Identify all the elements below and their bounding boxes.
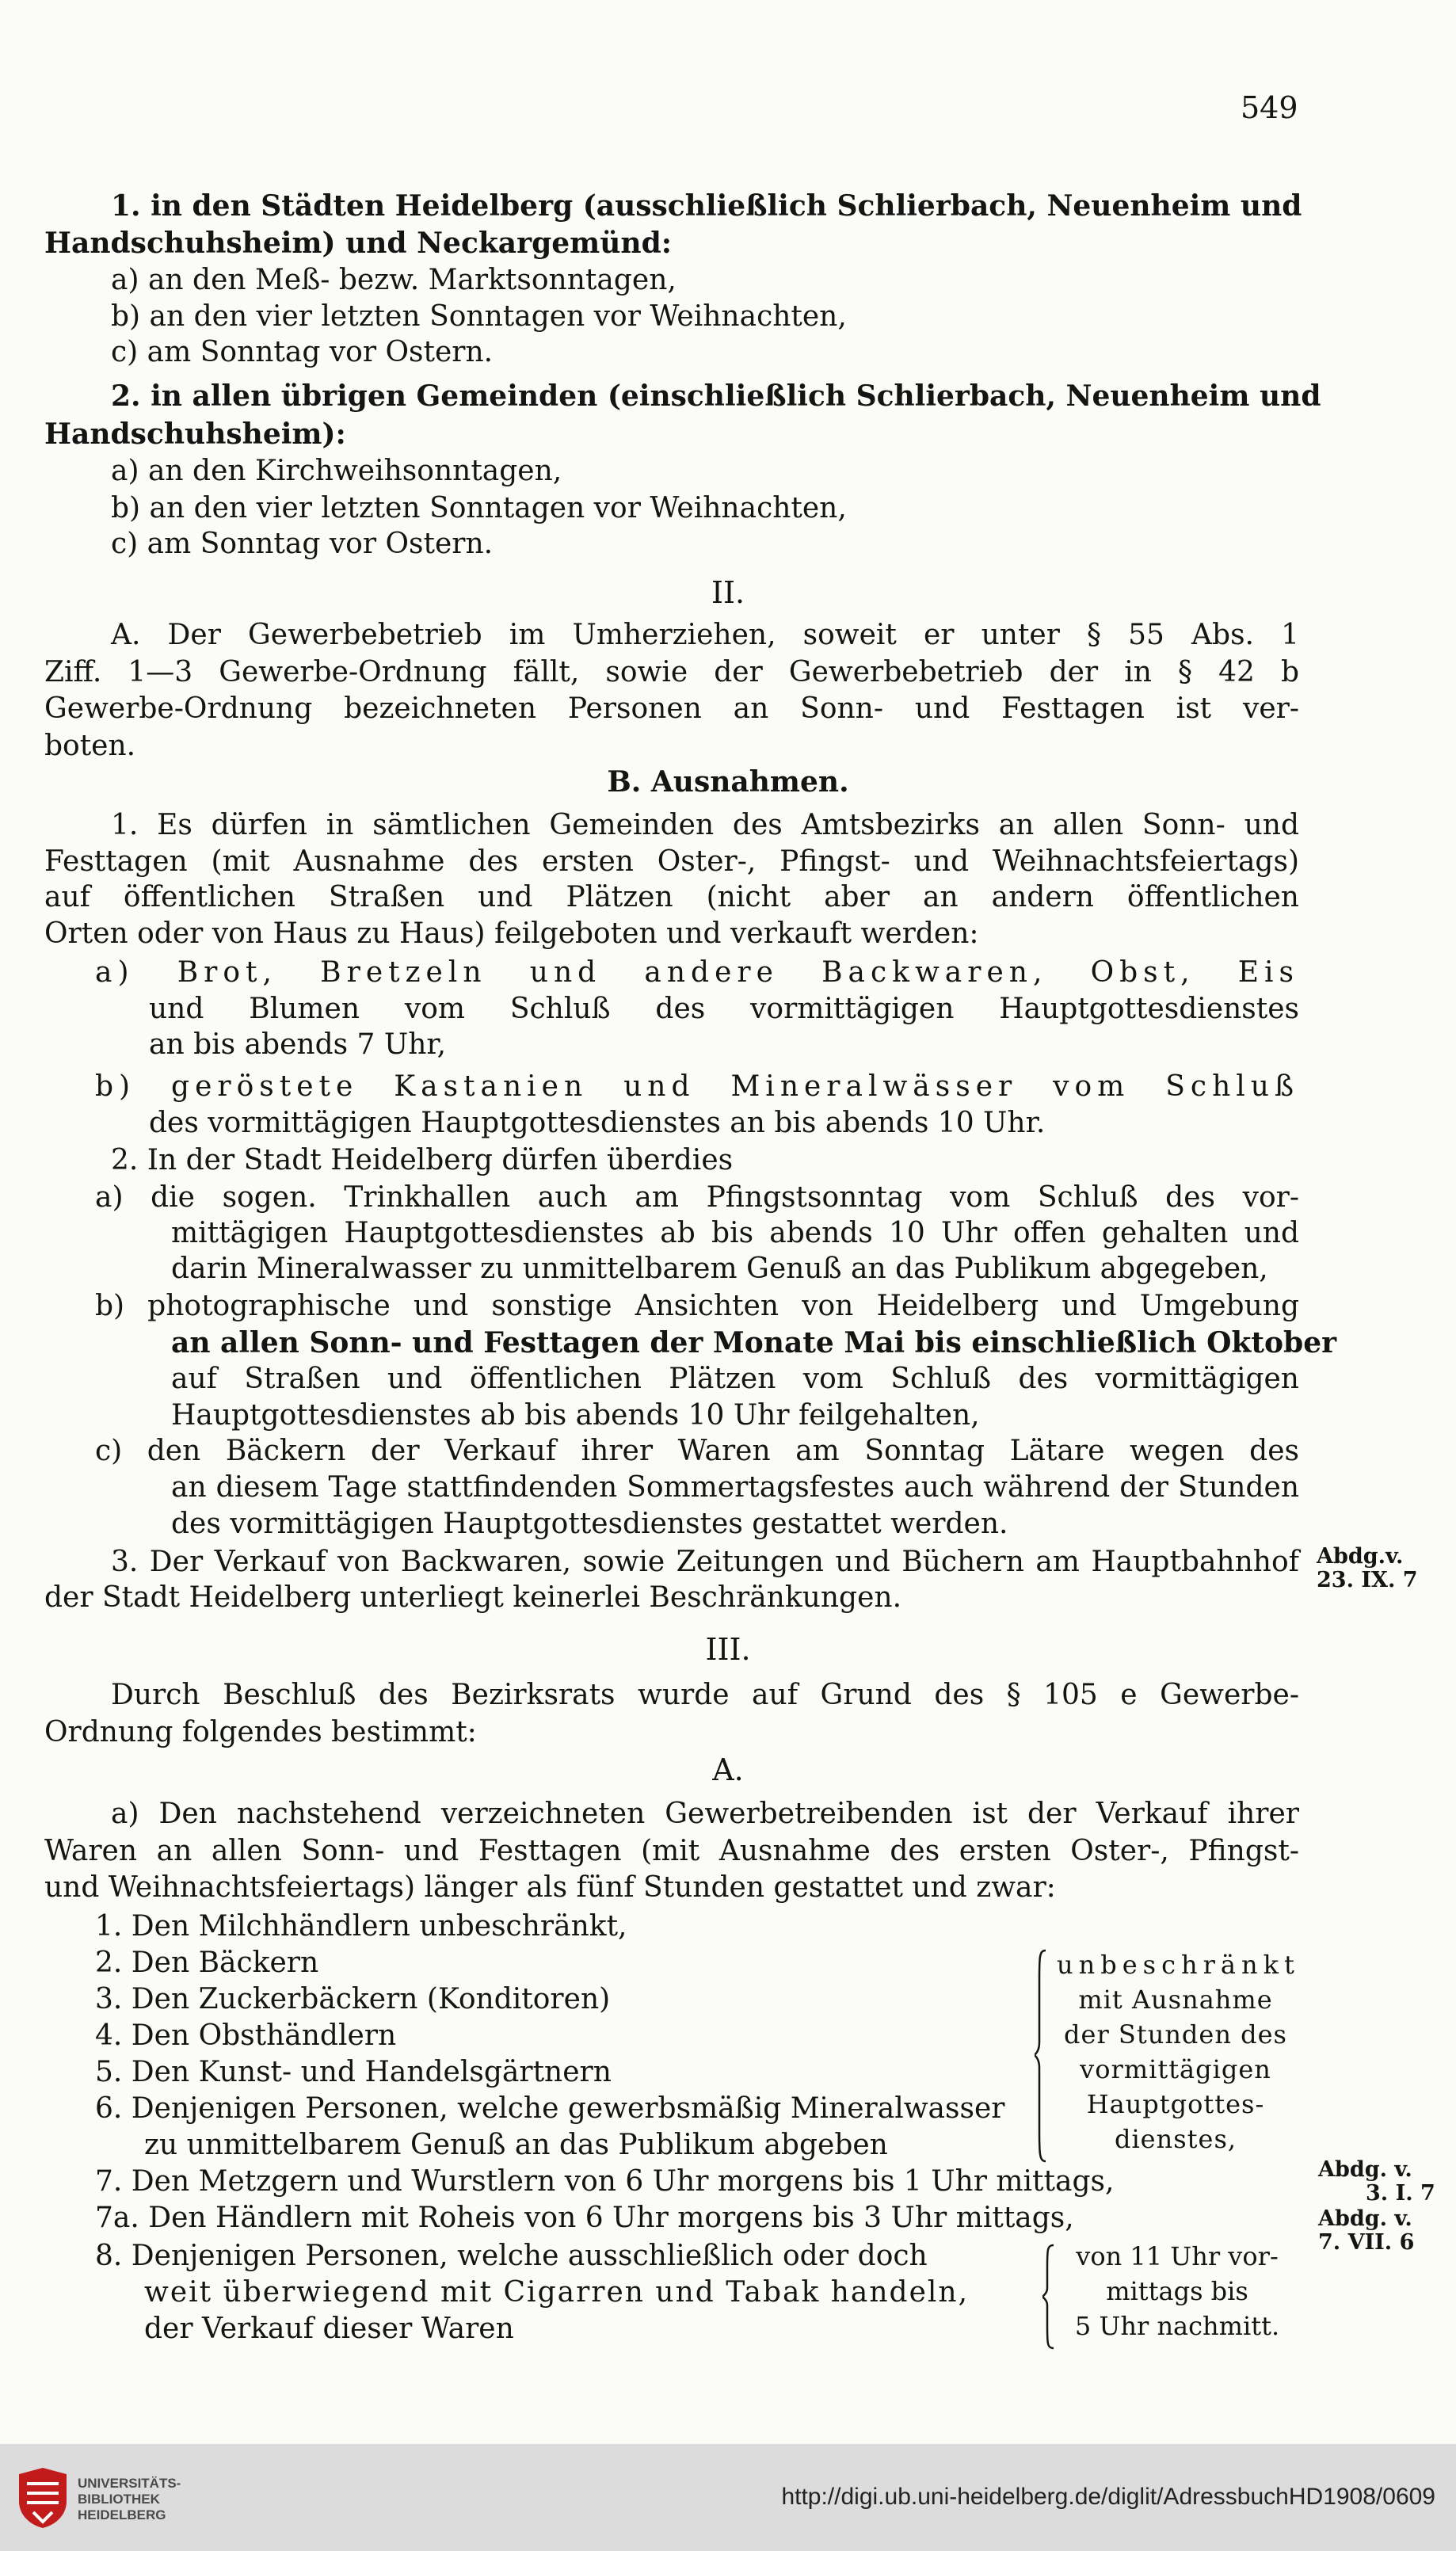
- list-item-line: Hauptgottesdienstes ab bis abends 10 Uhr feilgehalten,: [171, 1399, 980, 1432]
- brace-text-line: dienstes,: [1114, 2124, 1237, 2154]
- list-item: a) an den Kirchweihsonntagen,: [111, 455, 562, 487]
- margin-note-line: Abdg. v.: [1318, 2157, 1412, 2182]
- list-item: 7a. Den Händlern mit Roheis von 6 Uhr morgens bis 3 Uhr mittags,: [95, 2202, 1074, 2234]
- paragraph-line: Waren an allen Sonn- und Festtagen (mit Ausnahme des ersten Oster-, Pfingst-: [44, 1835, 1299, 1867]
- list-item-line: und Blumen vom Schluß des vormittägigen Hauptgottesdienstes: [149, 993, 1299, 1025]
- list-item: 2. Den Bäckern: [95, 1947, 319, 1979]
- brace-text-line: 5 Uhr nachmitt.: [1074, 2311, 1280, 2341]
- margin-note-line: 3. I. 7: [1366, 2181, 1435, 2206]
- paragraph-line: a) Den nachstehend verzeichneten Gewerbetreibenden ist der Verkauf ihrer: [111, 1798, 1299, 1830]
- paragraph-line: Orten oder von Haus zu Haus) feilgeboten und verkauft werden:: [44, 917, 979, 950]
- margin-note-line: Abdg. v.: [1318, 2206, 1412, 2231]
- list-item-line: darin Mineralwasser zu unmittelbarem Genuß an das Publikum abgegeben,: [171, 1253, 1268, 1285]
- list-item-line: an allen Sonn- und Festtagen der Monate Mai bis einschließlich Oktober: [171, 1326, 1337, 1359]
- list-item: b) an den vier letzten Sonntagen vor Weihnachten,: [111, 492, 847, 524]
- paragraph-line: und Weihnachtsfeiertags) länger als fünf Stunden gestattet und zwar:: [44, 1871, 1056, 1904]
- brace-text-line: unbeschränkt: [1057, 1950, 1300, 1980]
- university-library-logo-icon: [16, 2466, 70, 2530]
- list-item: a) an den Meß- bezw. Marktsonntagen,: [111, 264, 677, 296]
- list-item: 4. Den Obsthändlern: [95, 2019, 397, 2052]
- paragraph-line: der Stadt Heidelberg unterliegt keinerlei Beschränkungen.: [44, 1581, 902, 1614]
- list-item: 8. Denjenigen Personen, welche ausschließlich oder doch: [95, 2240, 928, 2272]
- list-item: a) die sogen. Trinkhallen auch am Pfingstsonntag vom Schluß des vor-: [95, 1181, 1299, 1214]
- list-item-line: an bis abends 7 Uhr,: [149, 1028, 447, 1061]
- brace-text-line: vormittägigen: [1080, 2054, 1271, 2084]
- brace-line: [1035, 1949, 1050, 2163]
- brace-text-line: von 11 Uhr vor-: [1076, 2241, 1279, 2271]
- paragraph-line: Festtagen (mit Ausnahme des ersten Oster-, Pfingst- und Weihnachtsfeiertags): [44, 845, 1299, 878]
- paragraph-line: auf öffentlichen Straßen und Plätzen (nicht aber an andern öffentlichen: [44, 881, 1299, 913]
- list-item-line: weit überwiegend mit Cigarren und Tabak handeln,: [144, 2276, 970, 2309]
- library-name-line: HEIDELBERG: [78, 2507, 166, 2522]
- list-item: 3. Den Zuckerbäckern (Konditoren): [95, 1983, 611, 2015]
- margin-note: [1318, 2158, 1435, 2206]
- list-item: c) am Sonntag vor Ostern.: [111, 528, 494, 560]
- list-item: 6. Denjenigen Personen, welche gewerbsmäßig Mineralwasser: [95, 2092, 1005, 2125]
- section-heading: III.: [705, 1632, 751, 1667]
- list-item: 5. Den Kunst- und Handelsgärtnern: [95, 2056, 612, 2088]
- paragraph-line: boten.: [44, 730, 136, 762]
- brace-text-line: der Stunden des: [1064, 2019, 1287, 2050]
- source-url[interactable]: http://digi.ub.uni-heidelberg.de/diglit/AdressbuchHD1908/0609: [781, 2484, 1435, 2510]
- paragraph-line: Handschuhsheim) und Neckargemünd:: [44, 227, 673, 260]
- list-item-line: der Verkauf dieser Waren: [144, 2313, 514, 2345]
- brace-text-line: mit Ausnahme: [1078, 1985, 1273, 2015]
- subsection-heading: A.: [712, 1752, 744, 1787]
- brace-text: [1057, 1947, 1300, 2156]
- list-item-line: an diesem Tage stattfindenden Sommertagsfestes auch während der Stunden: [171, 1471, 1299, 1504]
- section-heading: II.: [711, 575, 745, 610]
- brace-text: [1058, 2239, 1296, 2343]
- margin-note: [1318, 2207, 1414, 2255]
- paragraph-line: 1. in den Städten Heidelberg (ausschließlich Schlierbach, Neuenheim und: [111, 189, 1302, 223]
- list-item-line: des vormittägigen Hauptgottesdienstes an bis abends 10 Uhr.: [149, 1107, 1046, 1139]
- list-item: c) den Bäckern der Verkauf ihrer Waren am Sonntag Lätare wegen des: [95, 1435, 1299, 1467]
- margin-note-line: 7. VII. 6: [1318, 2230, 1415, 2255]
- list-item: 7. Den Metzgern und Wurstlern von 6 Uhr morgens bis 1 Uhr mittags,: [95, 2165, 1115, 2198]
- margin-note: [1317, 1545, 1418, 1592]
- paragraph-line: Handschuhsheim):: [44, 418, 346, 451]
- library-footer: [0, 2444, 1456, 2551]
- brace-text-line: mittags bis: [1106, 2276, 1248, 2306]
- list-item: b) photographische und sonstige Ansichten von Heidelberg und Umgebung: [95, 1290, 1299, 1322]
- list-item-line: mittägigen Hauptgottesdienstes ab bis abends 10 Uhr offen gehalten und: [171, 1217, 1299, 1249]
- paragraph-line: Durch Beschluß des Bezirksrats wurde auf Grund des § 105 e Gewerbe-: [111, 1679, 1299, 1711]
- list-item: b) geröstete Kastanien und Mineralwässer vom Schluß: [95, 1070, 1299, 1103]
- paragraph-line: Ordnung folgendes bestimmt:: [44, 1716, 477, 1748]
- page-number: 549: [1241, 90, 1298, 125]
- paragraph-line: Ziff. 1—3 Gewerbe-Ordnung fällt, sowie der Gewerbebetrieb der in § 42 b: [44, 656, 1299, 688]
- brace-text-line: Hauptgottes-: [1086, 2089, 1265, 2119]
- margin-note-line: 23. IX. 7: [1317, 1568, 1418, 1592]
- library-name: [78, 2476, 181, 2523]
- paragraph-line: Gewerbe-Ordnung bezeichneten Personen an Sonn- und Festtagen ist ver-: [44, 692, 1299, 725]
- library-name-line: UNIVERSITÄTS-: [78, 2476, 181, 2491]
- list-item: a) Brot, Bretzeln und andere Backwaren, Obst, Eis: [95, 956, 1299, 989]
- library-name-line: BIBLIOTHEK: [78, 2492, 160, 2507]
- list-item: c) am Sonntag vor Ostern.: [111, 336, 494, 368]
- paragraph-line: 3. Der Verkauf von Backwaren, sowie Zeitungen und Büchern am Hauptbahnhof: [111, 1546, 1299, 1578]
- list-item-line: zu unmittelbarem Genuß an das Publikum abgeben: [144, 2129, 888, 2161]
- paragraph-line: A. Der Gewerbebetrieb im Umherziehen, soweit er unter § 55 Abs. 1: [111, 619, 1299, 651]
- subsection-heading: B. Ausnahmen.: [607, 765, 849, 799]
- margin-note-line: Abdg.v.: [1317, 1544, 1404, 1569]
- brace-line: [1042, 2244, 1058, 2350]
- list-item: b) an den vier letzten Sonntagen vor Weihnachten,: [111, 300, 847, 333]
- list-item-line: des vormittägigen Hauptgottesdienstes gestattet werden.: [171, 1508, 1008, 1540]
- paragraph-line: 2. in allen übrigen Gemeinden (einschließlich Schlierbach, Neuenheim und: [111, 379, 1321, 413]
- list-item: 1. Den Milchhändlern unbeschränkt,: [95, 1910, 627, 1943]
- paragraph-line: 2. In der Stadt Heidelberg dürfen überdies: [111, 1144, 734, 1176]
- list-item-line: auf Straßen und öffentlichen Plätzen vom Schluß des vormittägigen: [171, 1363, 1299, 1395]
- paragraph-line: 1. Es dürfen in sämtlichen Gemeinden des Amtsbezirks an allen Sonn- und: [111, 809, 1299, 841]
